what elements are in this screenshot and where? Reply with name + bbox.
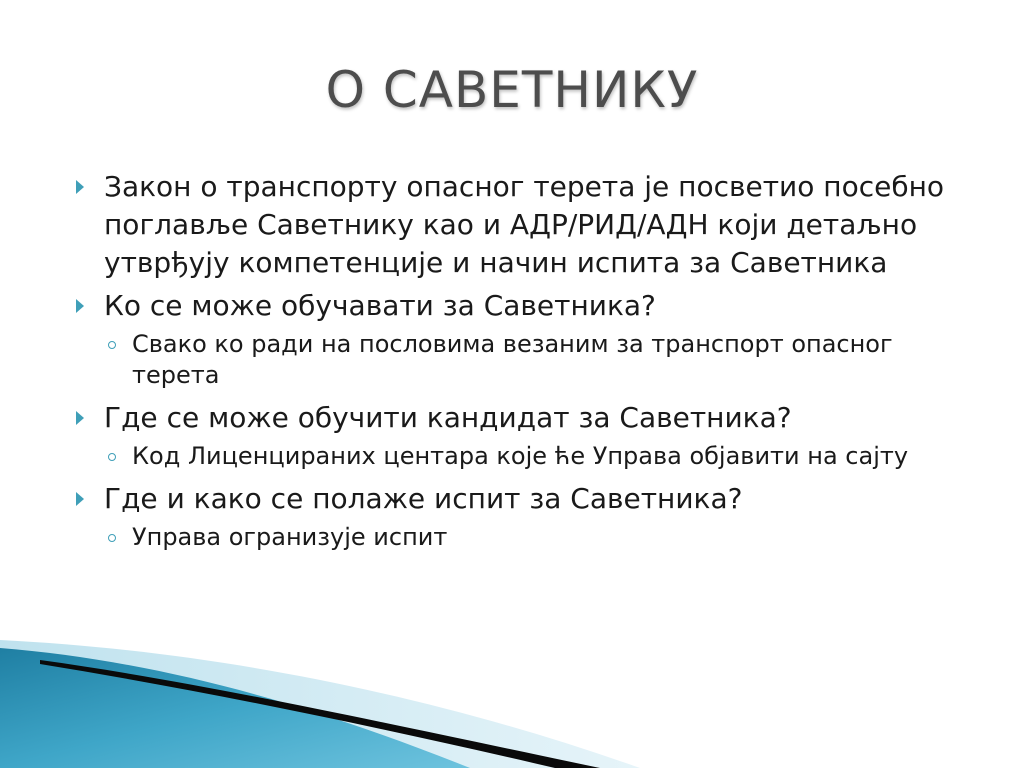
bullet-item-1	[76, 168, 976, 282]
triangle-bullet-icon	[76, 180, 84, 194]
bullet-item-2	[76, 287, 976, 325]
bullet-item-3	[76, 399, 976, 437]
sub-bullet-text: Код Лиценцираних центара које ће Управа објавити на сајту	[132, 442, 909, 470]
sub-bullet-text: Управа огранизује испит	[132, 523, 448, 551]
triangle-bullet-icon	[76, 492, 84, 506]
bullet-item-4	[76, 480, 976, 518]
circle-bullet-icon	[108, 534, 116, 542]
slide-title: О САВЕТНИКУ	[325, 61, 699, 119]
circle-bullet-icon	[108, 341, 116, 349]
triangle-bullet-icon	[76, 299, 84, 313]
bullet-text: Где и како се полаже испит за Саветника?	[104, 482, 743, 515]
sub-bullet-item	[76, 522, 976, 553]
sub-bullet-item	[76, 329, 976, 391]
bullet-text: Ко се може обучавати за Саветника?	[104, 289, 656, 322]
bullet-text: Закон о транспорту опасног терета је посветио посебно поглавље Саветнику као и АДР/РИД/АДН који детаљно утврђују компетенције и начин испита за Саветника	[104, 170, 945, 279]
bullet-text: Где се може обучити кандидат за Саветника?	[104, 401, 792, 434]
bullet-list	[76, 168, 976, 561]
sub-bullet-text: Свако ко ради на пословима везаним за транспорт опасног терета	[132, 330, 893, 389]
circle-bullet-icon	[108, 453, 116, 461]
triangle-bullet-icon	[76, 411, 84, 425]
sub-bullet-item	[76, 441, 976, 472]
